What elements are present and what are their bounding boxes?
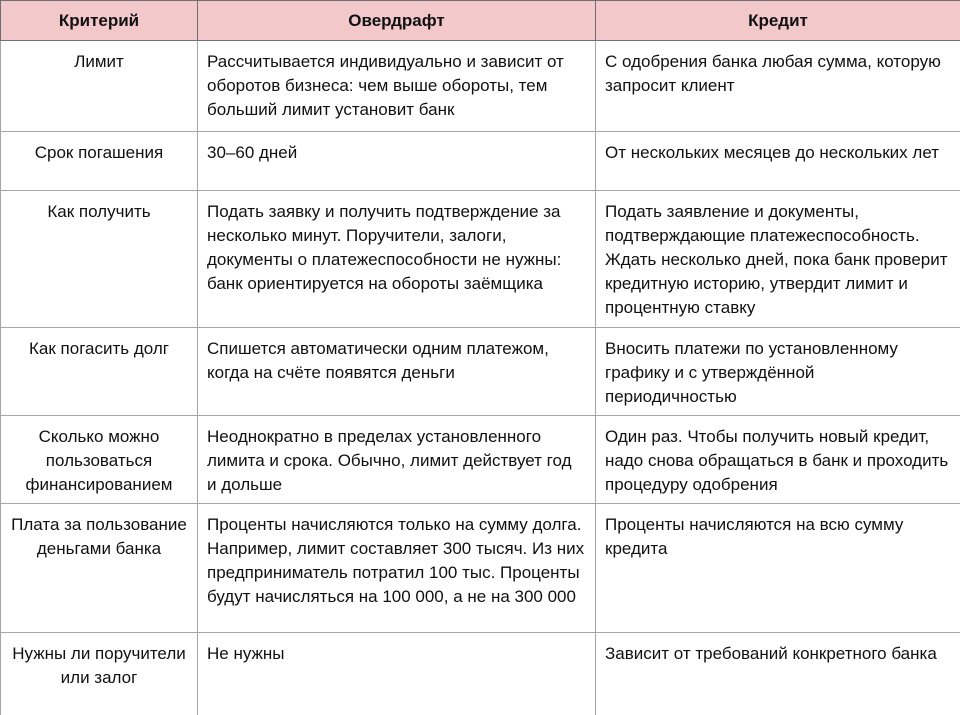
credit-cell: Один раз. Чтобы получить новый кредит, надо снова обращаться в банк и проходить процедуру одобрения (596, 416, 960, 504)
header-cell-overdraft: Овердрафт (198, 1, 596, 41)
table-row (1, 416, 960, 504)
table-body (1, 41, 960, 715)
criterion-cell: Как получить (1, 191, 198, 328)
table-row (1, 191, 960, 328)
overdraft-cell: Подать заявку и получить подтверждение за несколько минут. Поручители, залоги, документы о платежеспособности не нужны: банк ориентируется на обороты заёмщика (198, 191, 596, 328)
table-row (1, 328, 960, 416)
overdraft-cell: Неоднократно в пределах установленного лимита и срока. Обычно, лимит действует год и дольше (198, 416, 596, 504)
credit-cell: От нескольких месяцев до нескольких лет (596, 132, 960, 191)
criterion-cell: Сколько можно пользоваться финансированием (1, 416, 198, 504)
criterion-cell: Нужны ли поручители или залог (1, 633, 198, 715)
criterion-cell: Срок погашения (1, 132, 198, 191)
overdraft-cell: Проценты начисляются только на сумму долга. Например, лимит составляет 300 тысяч. Из них предприниматель потратил 100 тыс. Проценты будут начисляться на 100 000, а не на 300 000 (198, 504, 596, 633)
criterion-cell: Плата за пользование деньгами банка (1, 504, 198, 633)
credit-cell: Подать заявление и документы, подтверждающие платежеспособность. Ждать несколько дней, пока банк проверит кредитную историю, утвердит лимит и процентную ставку (596, 191, 960, 328)
table-header (1, 1, 960, 41)
credit-cell: Проценты начисляются на всю сумму кредита (596, 504, 960, 633)
credit-cell: Зависит от требований конкретного банка (596, 633, 960, 715)
overdraft-cell: Спишется автоматически одним платежом, когда на счёте появятся деньги (198, 328, 596, 416)
table-row (1, 633, 960, 715)
criterion-cell: Как погасить долг (1, 328, 198, 416)
header-cell-criterion: Критерий (1, 1, 198, 41)
overdraft-cell: Не нужны (198, 633, 596, 715)
header-row (1, 1, 960, 41)
credit-cell: С одобрения банка любая сумма, которую запросит клиент (596, 41, 960, 132)
overdraft-cell: Рассчитывается индивидуально и зависит от оборотов бизнеса: чем выше обороты, тем больший лимит установит банк (198, 41, 596, 132)
header-cell-credit: Кредит (596, 1, 960, 41)
criterion-cell: Лимит (1, 41, 198, 132)
table-row (1, 132, 960, 191)
overdraft-cell: 30–60 дней (198, 132, 596, 191)
table-row (1, 504, 960, 633)
credit-cell: Вносить платежи по установленному графику и с утверждённой периодичностью (596, 328, 960, 416)
table-row (1, 41, 960, 132)
